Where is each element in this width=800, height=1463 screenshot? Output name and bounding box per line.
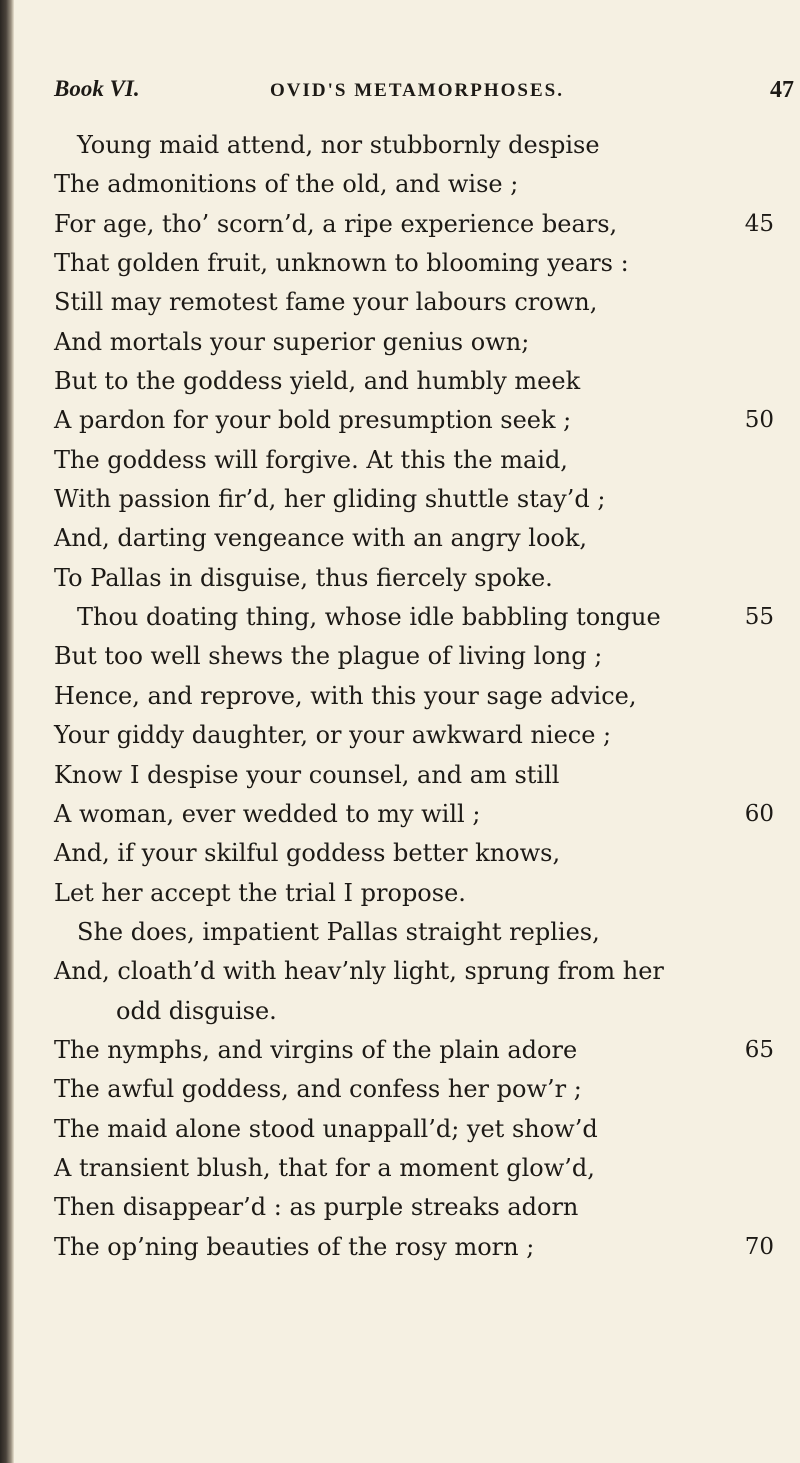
running-title: OVID'S METAMORPHOSES. xyxy=(270,80,564,101)
verse-line xyxy=(54,1149,774,1188)
verse-line-text: The admonitions of the old, and wise ; xyxy=(54,170,519,199)
verse-line-text: And mortals your superior genius own; xyxy=(54,327,530,356)
line-number: 45 xyxy=(744,210,774,237)
verse-line xyxy=(54,1031,774,1070)
verse-line xyxy=(54,716,774,755)
verse-line xyxy=(54,323,774,362)
verse-line-text: And, cloath’d with heav’nly light, sprung from her xyxy=(54,957,664,986)
verse-line xyxy=(54,913,774,952)
page-header xyxy=(54,76,794,112)
verse-line-text: Your giddy daughter, or your awkward niece ; xyxy=(54,721,612,750)
verse-line-text: But to the goddess yield, and humbly meek xyxy=(54,367,581,396)
page-number: 47 xyxy=(770,77,794,103)
verse-line-text: With passion fir’d, her gliding shuttle stay’d ; xyxy=(54,485,606,514)
line-number: 55 xyxy=(744,604,774,631)
verse-line-text: Know I despise your counsel, and am still xyxy=(54,760,560,789)
line-number: 50 xyxy=(744,407,774,434)
verse-line xyxy=(54,756,774,795)
verse-line-text: The maid alone stood unappall’d; yet show’d xyxy=(54,1114,598,1143)
verse-line xyxy=(54,165,774,204)
verse-text xyxy=(54,126,774,1267)
verse-line-text: A pardon for your bold presumption seek ; xyxy=(54,406,572,435)
verse-line-text: The awful goddess, and confess her pow’r ; xyxy=(54,1075,582,1104)
verse-line xyxy=(54,362,774,401)
line-number: 65 xyxy=(744,1036,774,1063)
verse-line-text: The nymphs, and virgins of the plain adore xyxy=(54,1035,578,1064)
verse-line-text: odd disguise. xyxy=(116,996,277,1025)
verse-line-text: A woman, ever wedded to my will ; xyxy=(54,799,481,828)
verse-line-text: And, darting vengeance with an angry look, xyxy=(54,524,588,553)
verse-line-text: And, if your skilful goddess better knows, xyxy=(54,839,561,868)
verse-line xyxy=(54,1188,774,1227)
verse-line xyxy=(54,952,774,991)
verse-line xyxy=(54,834,774,873)
verse-line xyxy=(54,401,774,440)
verse-line xyxy=(54,480,774,519)
verse-line xyxy=(54,126,774,165)
verse-line xyxy=(54,677,774,716)
line-number: 70 xyxy=(744,1233,774,1260)
verse-line xyxy=(54,795,774,834)
verse-line-text: Let her accept the trial I propose. xyxy=(54,878,466,907)
verse-line-text: Hence, and reprove, with this your sage advice, xyxy=(54,681,637,710)
verse-line-text: Thou doating thing, whose idle babbling tongue xyxy=(77,603,661,632)
verse-line-text: Still may remotest fame your labours crown, xyxy=(54,288,598,317)
verse-line xyxy=(54,1070,774,1109)
verse-line xyxy=(54,874,774,913)
verse-line xyxy=(54,1228,774,1267)
verse-line-text: Then disappear’d : as purple streaks adorn xyxy=(54,1193,579,1222)
verse-line-text: To Pallas in disguise, thus fiercely spoke. xyxy=(54,563,553,592)
book-label: Book VI. xyxy=(54,76,140,101)
verse-line xyxy=(54,244,774,283)
verse-line xyxy=(54,283,774,322)
verse-line xyxy=(54,205,774,244)
line-number: 60 xyxy=(744,800,774,827)
verse-line-text: The goddess will forgive. At this the maid, xyxy=(54,445,568,474)
verse-line xyxy=(54,637,774,676)
verse-line xyxy=(54,1110,774,1149)
verse-line xyxy=(54,559,774,598)
verse-line xyxy=(54,992,774,1031)
verse-line-text: That golden fruit, unknown to blooming years : xyxy=(54,249,629,278)
verse-line-text: But too well shews the plague of living long ; xyxy=(54,642,603,671)
verse-line-text: She does, impatient Pallas straight replies, xyxy=(77,917,600,946)
verse-line xyxy=(54,598,774,637)
verse-line xyxy=(54,519,774,558)
verse-line xyxy=(54,441,774,480)
book-binding-edge xyxy=(0,0,14,1463)
verse-line-text: Young maid attend, nor stubbornly despise xyxy=(77,131,600,159)
verse-line-text: For age, tho’ scorn’d, a ripe experience bears, xyxy=(54,209,618,238)
verse-line-text: The op’ning beauties of the rosy morn ; xyxy=(54,1232,535,1261)
verse-line-text: A transient blush, that for a moment glow’d, xyxy=(54,1153,595,1182)
